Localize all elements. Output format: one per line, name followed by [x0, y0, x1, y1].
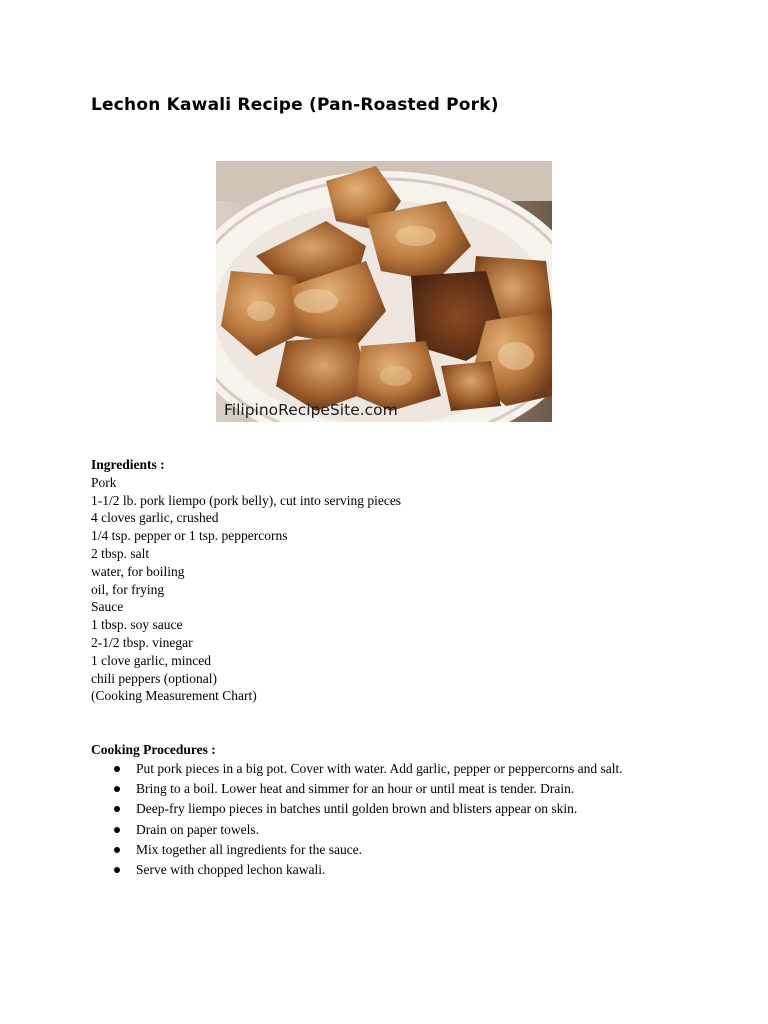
- recipe-title: Lechon Kawali Recipe (Pan-Roasted Pork): [91, 95, 499, 115]
- procedure-step: [91, 841, 666, 859]
- procedure-step-text: Serve with chopped lechon kawali.: [136, 862, 326, 878]
- bullet-icon: [114, 806, 120, 812]
- bullet-icon: [114, 867, 120, 873]
- ingredient-line: 1 clove garlic, minced: [91, 652, 211, 668]
- lechon-kawali-photo: [216, 161, 552, 422]
- ingredients-section: [91, 456, 401, 705]
- procedures-heading: Cooking Procedures :: [91, 742, 216, 757]
- ingredient-line: (Cooking Measurement Chart): [91, 688, 257, 704]
- ingredient-line: oil, for frying: [91, 581, 165, 597]
- procedure-step-text: Drain on paper towels.: [136, 821, 259, 837]
- ingredient-line: 4 cloves garlic, crushed: [91, 510, 219, 526]
- procedure-step-text: Bring to a boil. Lower heat and simmer for an hour or until meat is tender. Drain.: [136, 781, 575, 797]
- ingredient-line: Sauce: [91, 599, 124, 615]
- ingredient-line: 1/4 tsp. pepper or 1 tsp. peppercorns: [91, 528, 288, 544]
- procedure-step-text: Deep-fry liempo pieces in batches until golden brown and blisters appear on skin.: [136, 801, 578, 817]
- photo-watermark: FilipinoRecipeSite.com: [224, 401, 398, 419]
- procedure-step: [91, 780, 666, 798]
- ingredient-line: 2-1/2 tbsp. vinegar: [91, 634, 193, 650]
- ingredient-list: [91, 474, 401, 705]
- procedure-step: [91, 760, 666, 778]
- ingredient-line: 2 tbsp. salt: [91, 545, 150, 561]
- procedure-steps: [91, 760, 671, 879]
- procedures-section: [91, 741, 671, 882]
- bullet-icon: [114, 827, 120, 833]
- ingredients-heading: Ingredients :: [91, 457, 165, 472]
- bullet-icon: [114, 786, 120, 792]
- procedure-step: [91, 821, 666, 839]
- ingredient-line: water, for boiling: [91, 563, 185, 579]
- procedure-step: [91, 861, 666, 879]
- bullet-icon: [114, 766, 120, 772]
- ingredient-line: 1-1/2 lb. pork liempo (pork belly), cut into serving pieces: [91, 492, 402, 508]
- ingredient-line: 1 tbsp. soy sauce: [91, 617, 183, 633]
- procedure-step-text: Mix together all ingredients for the sauce.: [136, 841, 363, 857]
- ingredient-line: chili peppers (optional): [91, 670, 217, 686]
- procedure-step-text: Put pork pieces in a big pot. Cover with water. Add garlic, pepper or peppercorns and salt.: [136, 760, 623, 776]
- procedure-step: [91, 800, 666, 818]
- bullet-icon: [114, 847, 120, 853]
- ingredient-line: Pork: [91, 474, 117, 490]
